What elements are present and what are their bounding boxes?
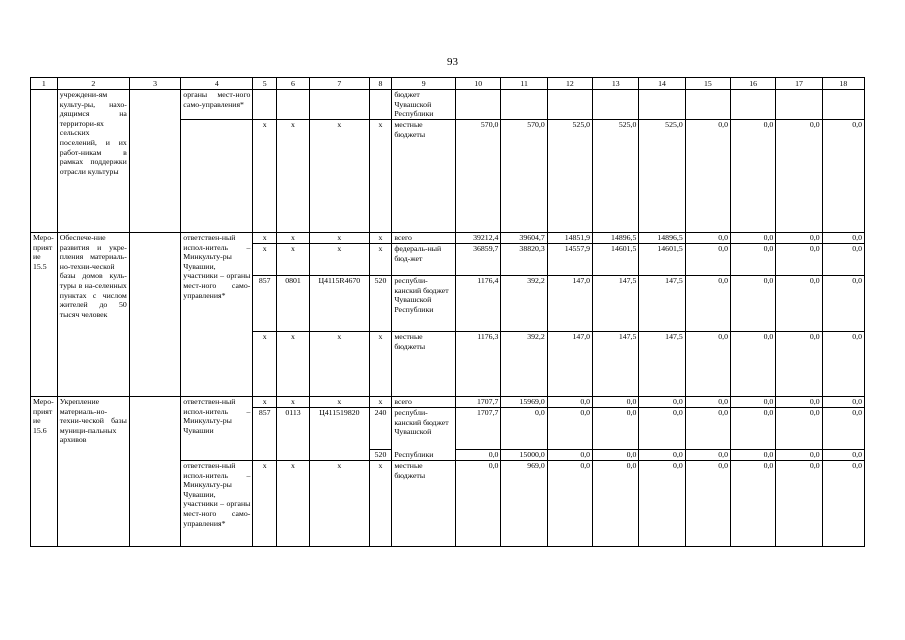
grbs-cell: x	[253, 120, 277, 233]
value-cell: 0,0	[731, 120, 776, 233]
expense-type-cell	[369, 90, 392, 120]
value-cell: 525,0	[593, 120, 639, 233]
activity-number-cell: Меро-приятие 15.5	[31, 233, 58, 397]
header-cell: 1	[31, 78, 58, 90]
value-cell: 0,0	[822, 120, 864, 233]
grbs-cell: x	[253, 332, 277, 397]
header-row	[31, 78, 865, 90]
page-number: 93	[447, 56, 458, 68]
header-cell: 16	[731, 78, 776, 90]
value-cell: 14601,5	[639, 244, 685, 276]
header-cell: 7	[309, 78, 369, 90]
expense-type-cell: 520	[369, 276, 392, 332]
table-row	[31, 90, 865, 120]
value-cell: 14896,5	[639, 233, 685, 244]
header-cell: 12	[547, 78, 592, 90]
target-article-cell: x	[309, 120, 369, 233]
value-cell: 0,0	[776, 461, 822, 547]
header-cell: 4	[181, 78, 253, 90]
value-cell: 0,0	[547, 461, 592, 547]
value-cell: 0,0	[776, 233, 822, 244]
expense-type-cell: 240	[369, 408, 392, 450]
value-cell: 0,0	[731, 244, 776, 276]
value-cell: 0,0	[822, 397, 864, 408]
value-cell: 0,0	[776, 120, 822, 233]
value-cell: 15969,0	[501, 397, 547, 408]
expense-type-cell: x	[369, 461, 392, 547]
target-article-cell: x	[309, 244, 369, 276]
section-cell: x	[277, 120, 310, 233]
value-cell: 14601,5	[593, 244, 639, 276]
target-article-cell: Ц411519820	[309, 408, 369, 461]
value-cell: 36859,7	[456, 244, 501, 276]
value-cell: 392,2	[501, 276, 547, 332]
value-cell: 0,0	[639, 408, 685, 450]
table-row	[31, 233, 865, 244]
value-cell: 39212,4	[456, 233, 501, 244]
value-cell: 0,0	[731, 233, 776, 244]
header-cell: 3	[129, 78, 180, 90]
value-cell: 0,0	[776, 408, 822, 450]
value-cell: 0,0	[776, 450, 822, 461]
section-cell	[277, 90, 310, 120]
section-cell: x	[277, 461, 310, 547]
value-cell: 147,0	[547, 276, 592, 332]
value-cell: 147,5	[593, 276, 639, 332]
funding-source-cell: местные бюджеты	[392, 332, 456, 397]
value-cell: 14896,5	[593, 233, 639, 244]
value-cell: 147,5	[593, 332, 639, 397]
target-article-cell	[309, 90, 369, 120]
activity-name-cell: Укрепление материаль-но-техни-ческой базы муници-пальных архивов	[57, 397, 129, 547]
value-cell: 0,0	[456, 450, 501, 461]
value-cell: 38820,3	[501, 244, 547, 276]
value-cell: 0,0	[685, 397, 730, 408]
value-cell: 525,0	[547, 120, 592, 233]
value-cell: 0,0	[776, 244, 822, 276]
activity-number-cell	[31, 90, 58, 233]
section-cell: 0113	[277, 408, 310, 461]
value-cell: 969,0	[501, 461, 547, 547]
value-cell: 0,0	[456, 461, 501, 547]
value-cell: 0,0	[822, 408, 864, 450]
value-cell: 1176,4	[456, 276, 501, 332]
value-cell: 0,0	[731, 276, 776, 332]
value-cell: 0,0	[776, 276, 822, 332]
value-cell: 0,0	[731, 408, 776, 450]
executor-cell: ответствен-ный испол-нитель – Минкульту-ры Чувашии, участники – органы мест-ного само-управления*	[181, 461, 253, 547]
target-article-cell: Ц4115R4670	[309, 276, 369, 332]
value-cell: 0,0	[685, 120, 730, 233]
executor-cell: ответствен-ный испол-нитель – Минкульту-ры Чувашии, участники – органы мест-ного само-управления*	[181, 233, 253, 397]
funding-source-cell: всего	[392, 397, 456, 408]
expense-type-cell: x	[369, 233, 392, 244]
header-cell: 18	[822, 78, 864, 90]
funding-source-cell: всего	[392, 233, 456, 244]
funding-source-cell: местные бюджеты	[392, 461, 456, 547]
target-article-cell: x	[309, 332, 369, 397]
value-cell: 0,0	[547, 450, 592, 461]
expense-type-cell: x	[369, 397, 392, 408]
value-cell: 0,0	[731, 450, 776, 461]
value-cell: 0,0	[685, 276, 730, 332]
value-cell: 0,0	[547, 408, 592, 450]
value-cell: 0,0	[593, 397, 639, 408]
header-cell: 8	[369, 78, 392, 90]
section-cell: x	[277, 233, 310, 244]
value-cell: 0,0	[639, 461, 685, 547]
value-cell: 14557,9	[547, 244, 592, 276]
expense-type-cell: x	[369, 332, 392, 397]
value-cell: 525,0	[639, 120, 685, 233]
header-cell: 14	[639, 78, 685, 90]
section-cell: x	[277, 244, 310, 276]
value-cell: 0,0	[593, 450, 639, 461]
value-cell: 0,0	[685, 332, 730, 397]
value-cell: 0,0	[776, 397, 822, 408]
section-cell: x	[277, 332, 310, 397]
value-cell: 0,0	[731, 332, 776, 397]
budget-table	[30, 77, 865, 547]
goal-cell	[129, 233, 180, 397]
value-cell: 0,0	[685, 244, 730, 276]
header-cell: 15	[685, 78, 730, 90]
value-cell: 0,0	[685, 408, 730, 450]
grbs-cell: x	[253, 397, 277, 408]
grbs-cell: x	[253, 461, 277, 547]
value-cell: 0,0	[822, 244, 864, 276]
funding-source-cell: Республики	[392, 450, 456, 461]
grbs-cell: x	[253, 244, 277, 276]
header-cell: 9	[392, 78, 456, 90]
value-cell: 0,0	[822, 233, 864, 244]
value-cell: 0,0	[776, 332, 822, 397]
value-cell: 392,2	[501, 332, 547, 397]
target-article-cell: x	[309, 397, 369, 408]
activity-name-cell: Обеспече-ние развития и укре-пления материаль-но-техни-ческой базы домов куль-туры в на-селенных пунктах с числом жителей до 50 тысяч человек	[57, 233, 129, 397]
executor-cell: органы мест-ного само-управления*	[181, 90, 253, 120]
value-cell: 14851,9	[547, 233, 592, 244]
value-cell: 0,0	[822, 450, 864, 461]
funding-source-cell: республи-канский бюджет Чувашской Республики	[392, 276, 456, 332]
value-cell: 0,0	[639, 397, 685, 408]
value-cell: 0,0	[547, 397, 592, 408]
value-cell: 0,0	[501, 408, 547, 450]
value-cell: 1707,7	[456, 397, 501, 408]
header-cell: 13	[593, 78, 639, 90]
value-cell: 570,0	[501, 120, 547, 233]
goal-cell	[129, 397, 180, 547]
activity-name-cell: учреждени-ям культу-ры, нахо-дящимся на территори-ях сельских поселений, и их работ-никам в рамках поддержки отрасли культуры	[57, 90, 129, 233]
value-cell: 570,0	[456, 120, 501, 233]
header-cell: 5	[253, 78, 277, 90]
header-cell: 17	[776, 78, 822, 90]
value-cell: 0,0	[731, 461, 776, 547]
activity-number-cell: Меро-приятие 15.6	[31, 397, 58, 547]
funding-source-cell: местные бюджеты	[392, 120, 456, 233]
value-cell: 0,0	[822, 332, 864, 397]
target-article-cell: x	[309, 233, 369, 244]
value-cell: 147,5	[639, 332, 685, 397]
header-cell: 6	[277, 78, 310, 90]
value-cell: 39604,7	[501, 233, 547, 244]
header-cell: 11	[501, 78, 547, 90]
grbs-cell	[253, 90, 277, 120]
value-cell: 0,0	[593, 408, 639, 450]
value-cell: 0,0	[731, 397, 776, 408]
funding-source-cell: федераль-ный бюд-жет	[392, 244, 456, 276]
value-cell: 147,5	[639, 276, 685, 332]
target-article-cell: x	[309, 461, 369, 547]
value-cell: 0,0	[685, 461, 730, 547]
funding-source-cell: республи-канский бюджет Чувашской	[392, 408, 456, 450]
value-cell: 0,0	[685, 450, 730, 461]
grbs-cell: 857	[253, 276, 277, 332]
value-cell: 15000,0	[501, 450, 547, 461]
value-cell: 1707,7	[456, 408, 501, 450]
value-cell: 0,0	[822, 276, 864, 332]
header-cell: 10	[456, 78, 501, 90]
funding-source-cell: бюджет Чувашской Республики	[392, 90, 456, 120]
grbs-cell: x	[253, 233, 277, 244]
section-cell: x	[277, 397, 310, 408]
expense-type-cell: x	[369, 120, 392, 233]
table-row	[31, 397, 865, 408]
value-cell: 0,0	[639, 450, 685, 461]
executor-cell: ответствен-ный испол-нитель – Минкульту-ры Чувашии	[181, 397, 253, 461]
value-cell: 0,0	[685, 233, 730, 244]
expense-type-cell: x	[369, 244, 392, 276]
goal-cell	[129, 90, 180, 233]
grbs-cell: 857	[253, 408, 277, 461]
value-cell: 1176,3	[456, 332, 501, 397]
value-cell: 147,0	[547, 332, 592, 397]
value-cell: 0,0	[593, 461, 639, 547]
header-cell: 2	[57, 78, 129, 90]
executor-cell	[181, 120, 253, 233]
section-cell: 0801	[277, 276, 310, 332]
expense-type-cell: 520	[369, 450, 392, 461]
value-cell: 0,0	[822, 461, 864, 547]
